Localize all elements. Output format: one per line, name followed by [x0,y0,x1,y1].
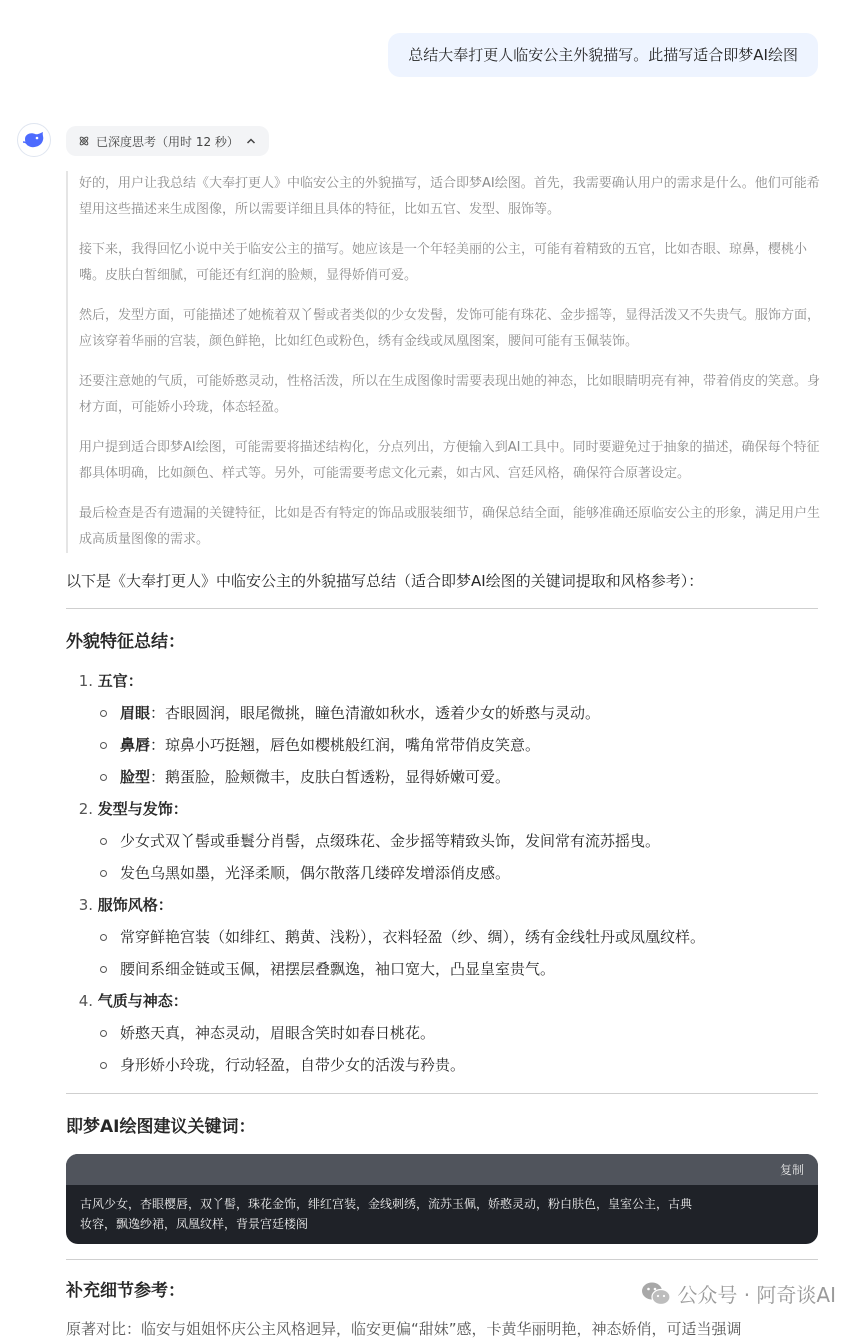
list-item [98,1017,818,1049]
atom-icon [78,135,90,147]
features-list [66,665,818,1081]
thinking-content [66,171,823,553]
thought-paragraph: 好的，用户让我总结《大奉打更人》中临安公主的外貌描写，适合即梦AI绘图。首先，我需要确认用户的需求是什么。他们可能希望用这些描述来生成图像，所以需要详细且具体的特征，比如五官、发型、服饰等。 [79,176,820,217]
sub-list [66,921,818,985]
list-item [98,825,818,857]
list-item [98,953,818,985]
partial-text: 原著对比：临安与姐姐怀庆公主风格迥异，临安更偏“甜妹”感，卡黄华丽明艳，神态娇俏，可适当强调 [66,1320,742,1338]
sub-list [66,1017,818,1081]
term-text: 娇憨天真，神态灵动，眉眼含笑时如春日桃花。 [120,1024,436,1042]
deep-think-toggle[interactable] [66,126,269,156]
assistant-avatar [17,123,51,157]
thought-paragraph: 接下来，我得回忆小说中关于临安公主的描写。她应该是一个年轻美丽的公主，可能有着精致的五官，比如杏眼、琼鼻，樱桃小嘴。皮肤白皙细腻，可能还有红润的脸颊，显得娇俏可爱。 [79,242,808,283]
term-text: ：琼鼻小巧挺翘，唇色如樱桃般红润，嘴角常带俏皮笑意。 [150,736,541,754]
term-text: 少女式双丫髻或垂鬟分肖髻，点缀珠花、金步摇等精致头饰，发间常有流苏摇曳。 [120,832,661,850]
sub-list [66,825,818,889]
list-number: 3. [78,896,93,914]
list-item [98,921,818,953]
term-bold: 脸型 [120,768,151,786]
list-item [98,1049,818,1081]
list-number: 4. [78,992,93,1010]
list-item [66,889,818,985]
sub-list [66,697,818,793]
section-heading: 外貌特征总结： [66,632,185,652]
copy-button[interactable]: 复制 [779,1163,804,1177]
list-item [98,729,818,761]
term-text: 腰间系细金链或玉佩，裙摆层叠飘逸，袖口宽大，凸显皇室贵气。 [120,960,556,978]
user-message-bubble [388,33,818,77]
chevron-up-icon [245,135,257,147]
list-item-title: 五官： [97,672,143,690]
answer-content [66,568,818,1304]
term-text: 身形娇小玲珑，行动轻盈，自带少女的活泼与矜贵。 [120,1056,466,1074]
list-item [98,857,818,889]
list-item [66,665,818,793]
watermark [641,1279,836,1308]
list-item-title: 发型与发饰： [97,800,188,818]
whale-logo-icon [22,130,46,150]
list-item-title: 服饰风格： [97,896,173,914]
answer-intro: 以下是《大奉打更人》中临安公主的外貌描写总结（适合即梦AI绘图的关键词提取和风格参考）： [66,572,704,590]
list-item-title: 气质与神态： [97,992,188,1010]
list-item [66,793,818,889]
divider [66,1093,818,1094]
keywords-code-block [66,1154,818,1244]
term-bold: 鼻唇 [120,736,151,754]
divider [66,608,818,609]
list-number: 1. [78,672,93,690]
term-text: ：鹅蛋脸，脸颊微丰，皮肤白皙透粉，显得娇嫩可爱。 [150,768,511,786]
thought-paragraph: 然后，发型方面，可能描述了她梳着双丫髻或者类似的少女发髻，发饰可能有珠花、金步摇等，显得活泼又不失贵气。服饰方面，应该穿着华丽的宫装，颜色鲜艳，比如红色或粉色，绣有金线或凤凰图案，腰间可能有玉佩装饰。 [79,308,821,349]
divider [66,1259,818,1260]
code-block-header [66,1154,818,1185]
list-number: 2. [78,800,93,818]
section-heading: 即梦AI绘图建议关键词： [66,1117,256,1137]
user-message-text: 总结大奉打更人临安公主外貌描写。此描写适合即梦AI绘图 [408,46,798,64]
term-text: ：杏眼圆润，眼尾微挑，瞳色清澈如秋水，透着少女的娇憨与灵动。 [150,704,601,722]
code-block-content [66,1185,818,1244]
watermark-text: 公众号 · 阿奇谈AI [677,1283,836,1307]
deep-think-label: 已深度思考（用时 12 秒） [96,134,239,149]
section-heading: 补充细节参考： [66,1281,185,1301]
list-item [98,761,818,793]
thought-paragraph: 最后检查是否有遗漏的关键特征，比如是否有特定的饰品或服装细节，确保总结全面，能够准确还原临安公主的形象，满足用户生成高质量图像的需求。 [79,506,821,547]
thought-paragraph: 用户提到适合即梦AI绘图，可能需要将描述结构化，分点列出，方便输入到AI工具中。同时要避免过于抽象的描述，确保每个特征都具体明确，比如颜色、样式等。另外，可能需要考虑文化元素，如古风、宫廷风格，确保符合原著设定。 [79,440,820,481]
term-bold: 眉眼 [120,704,151,722]
partial-text-line [66,1318,742,1339]
term-text: 常穿鲜艳宫装（如绯红、鹅黄、浅粉），衣料轻盈（纱、绸），绣有金线牡丹或凤凰纹样。 [120,928,706,946]
wechat-icon [641,1281,671,1307]
keywords-line: 妆容，飘逸纱裙，凤凰纹样，背景宫廷楼阁 [80,1217,309,1231]
thought-paragraph: 还要注意她的气质，可能娇憨灵动，性格活泼，所以在生成图像时需要表现出她的神态，比如眼睛明亮有神，带着俏皮的笑意。身材方面，可能娇小玲珑，体态轻盈。 [79,374,821,415]
keywords-line: 古风少女，杏眼樱唇，双丫髻，珠花金饰，绯红宫装，金线刺绣，流苏玉佩，娇憨灵动，粉白肤色，皇室公主，古典 [80,1197,693,1211]
list-item [66,985,818,1081]
list-item [98,697,818,729]
term-text: 发色乌黑如墨，光泽柔顺，偶尔散落几缕碎发增添俏皮感。 [120,864,511,882]
